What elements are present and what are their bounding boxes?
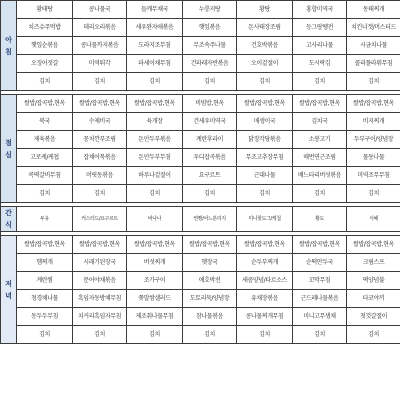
breakfast-menu-cell: 돈사태장조림	[237, 19, 293, 37]
dinner-menu-cell: 시래기된장국	[73, 254, 127, 272]
dinner-menu-cell: 조가구이	[127, 272, 183, 290]
breakfast-menu-cell: 홍합미역국	[293, 1, 347, 19]
breakfast-menu-cell: 새우완자애볶음	[127, 19, 183, 37]
lunch-row	[1, 131, 400, 149]
lunch-menu-cell: 건새우미역국	[183, 113, 237, 131]
breakfast-menu-cell: 오이겉절이	[237, 55, 293, 73]
lunch-menu-cell: 북국	[17, 113, 73, 131]
lunch-menu-cell: 김치	[183, 185, 237, 203]
dinner-menu-cell: 쌀밥/잡곡밥,현옥	[73, 236, 127, 254]
breakfast-menu-cell: 김치	[237, 73, 293, 91]
breakfast-menu-cell: 김치	[17, 73, 73, 91]
lunch-menu-cell: 닭장각당볶음	[237, 131, 293, 149]
lunch-menu-cell: 물동나물	[347, 149, 400, 167]
dinner-menu-cell: 도토리묵/양념장	[183, 290, 237, 308]
breakfast-menu-cell: 시금치나물	[347, 37, 400, 55]
lunch-menu-cell: 하루나겉절이	[127, 167, 183, 185]
lunch-menu-cell: 비빔밥,현옥	[183, 95, 237, 113]
dinner-row	[1, 308, 400, 326]
lunch-label	[1, 95, 17, 203]
dinner-menu-cell: 쌀밥/잡곡밥,현옥	[347, 236, 400, 254]
snack-menu-cell: 바나나	[127, 207, 183, 232]
lunch-menu-cell: 무조고추장무침	[237, 149, 293, 167]
dinner-menu-cell: 꼬막무침	[293, 272, 347, 290]
breakfast-menu-cell: 햇잎순볶음	[17, 37, 73, 55]
lunch-menu-cell: 쌀밥/잡곡밥,현옥	[127, 95, 183, 113]
lunch-menu-cell: 돈안두부무침	[127, 149, 183, 167]
breakfast-label-char: 침	[5, 47, 12, 56]
breakfast-row	[1, 55, 400, 73]
breakfast-menu-cell: 햇잎볶음	[183, 19, 237, 37]
dinner-menu-cell: 햄찌개	[17, 254, 73, 272]
breakfast-menu-cell: 데리오리볶음	[73, 19, 127, 37]
snack-label	[1, 207, 17, 232]
dinner-menu-cell: 문어야채볶음	[73, 272, 127, 290]
dinner-menu-cell: 쌀밥/잡곡밥,현옥	[183, 236, 237, 254]
breakfast-menu-cell: 도라지조무침	[127, 37, 183, 55]
dinner-menu-cell: 타코야끼	[347, 290, 400, 308]
breakfast-menu-cell: 누룽지탕	[183, 1, 237, 19]
dinner-menu-cell: 쌀밥/잡곡밥,현옥	[237, 236, 293, 254]
dinner-menu-cell: 김치	[127, 326, 183, 344]
breakfast-menu-cell: 콜리플라워무침	[347, 55, 400, 73]
lunch-menu-cell: 쌀밥/잡곡밥,현옥	[237, 95, 293, 113]
lunch-menu-cell: 김치	[347, 185, 400, 203]
dinner-menu-cell: 치커리흑임자무침	[73, 308, 127, 326]
breakfast-menu-cell: 도시락김	[293, 55, 347, 73]
snack-menu-cell: 커스터드/요구르트	[73, 207, 127, 232]
lunch-menu-cell: 쌀밥/잡곡밥,현옥	[347, 95, 400, 113]
lunch-menu-cell: 수제비국	[73, 113, 127, 131]
breakfast-menu-cell: 건호박볶음	[237, 37, 293, 55]
dinner-menu-cell: 근드레나물볶음	[293, 290, 347, 308]
breakfast-menu-cell: 동태찌개	[347, 1, 400, 19]
snack-row	[1, 207, 400, 232]
lunch-menu-cell: 계란후라이	[183, 131, 237, 149]
breakfast-row	[1, 73, 400, 91]
lunch-menu-cell: 콕떡갈비무침	[17, 167, 73, 185]
lunch-menu-cell: 근대나물	[237, 167, 293, 185]
dinner-menu-cell: 김치	[183, 326, 237, 344]
breakfast-label	[1, 1, 17, 91]
dinner-menu-cell: 제조취나물무침	[127, 308, 183, 326]
lunch-menu-cell: 김치	[73, 185, 127, 203]
breakfast-menu-cell: 치즈슈주먹밥	[17, 19, 73, 37]
dinner-menu-cell: 순두부찌개	[237, 254, 293, 272]
snack-label-char: 식	[5, 221, 12, 229]
dinner-row	[1, 272, 400, 290]
dinner-menu-cell: 버섯찌개	[127, 254, 183, 272]
lunch-label-char: 심	[5, 150, 12, 159]
lunch-menu-cell: 제육볶음	[17, 131, 73, 149]
dinner-menu-cell: 쌀밥/잡곡밥,현옥	[127, 236, 183, 254]
lunch-menu-cell: 두부구이/양념장	[347, 131, 400, 149]
lunch-menu-cell: 쌀밥/잡곡밥,현옥	[73, 95, 127, 113]
breakfast-menu-cell: 치킨너겟/머스터드	[347, 19, 400, 37]
dinner-menu-cell: 참나물볶음	[183, 308, 237, 326]
menu-body	[1, 1, 400, 344]
lunch-label-char: 점	[5, 138, 12, 147]
dinner-menu-cell: 콩나물찌개무침	[237, 308, 293, 326]
dinner-menu-cell: 김치	[17, 326, 73, 344]
lunch-menu-cell: 김치	[293, 185, 347, 203]
lunch-row	[1, 95, 400, 113]
dinner-menu-cell: 계란찜	[17, 272, 73, 290]
dinner-menu-cell: 첫것갈절이	[347, 308, 400, 326]
lunch-menu-cell: 우디잡곡볶음	[183, 149, 237, 167]
dinner-menu-cell: 김치	[237, 326, 293, 344]
lunch-menu-cell: 김치	[237, 185, 293, 203]
dinner-menu-cell: 떡양념불	[347, 272, 400, 290]
breakfast-menu-cell: 들깨무채국	[127, 1, 183, 19]
breakfast-label-char: 아	[5, 35, 12, 44]
breakfast-menu-cell: 무조속주나물	[183, 37, 237, 55]
dinner-row	[1, 236, 400, 254]
lunch-menu-cell: 쌀밥/잡곡밥,현옥	[293, 95, 347, 113]
lunch-menu-cell: 요구르트	[183, 167, 237, 185]
breakfast-menu-cell: 김치	[183, 73, 237, 91]
dinner-menu-cell: 미니고무생채	[293, 308, 347, 326]
lunch-row	[1, 113, 400, 131]
dinner-menu-cell: 크림스프	[347, 254, 400, 272]
breakfast-menu-cell: 등그랑땡전	[293, 19, 347, 37]
breakfast-row	[1, 1, 400, 19]
lunch-menu-cell: 고로케/케첩	[17, 149, 73, 167]
breakfast-menu-cell: 고사리나물	[293, 37, 347, 55]
breakfast-row	[1, 37, 400, 55]
snack-menu-cell: 식혜	[347, 207, 400, 232]
dinner-menu-cell: 김치	[293, 326, 347, 344]
dinner-menu-cell: 김치	[347, 326, 400, 344]
breakfast-menu-cell: 콩나물까지볶음	[73, 37, 127, 55]
snack-menu-cell: 미니핫도그/케첩	[237, 207, 293, 232]
dinner-menu-cell: 청경채나물	[17, 290, 73, 308]
lunch-menu-cell: 쌀밥/잡곡밥,현옥	[17, 95, 73, 113]
lunch-menu-cell: 비지찌개	[347, 113, 400, 131]
dinner-menu-cell: 쌀밥/잡곡밥,현옥	[293, 236, 347, 254]
dinner-menu-cell: 흑임자동방채무침	[73, 290, 127, 308]
breakfast-row	[1, 19, 400, 37]
breakfast-menu-cell: 황태탕	[17, 1, 73, 19]
lunch-menu-cell: 육개장	[127, 113, 183, 131]
dinner-menu-cell: 쌀밥/잡곡밥,현옥	[17, 236, 73, 254]
dinner-label-char: 저	[5, 279, 12, 288]
dinner-row	[1, 290, 400, 308]
lunch-row	[1, 185, 400, 203]
breakfast-menu-cell: 김치	[73, 73, 127, 91]
dinner-row	[1, 326, 400, 344]
lunch-menu-cell: 김치	[127, 185, 183, 203]
dinner-menu-cell: 애호박전	[183, 272, 237, 290]
snack-label-char: 간	[5, 209, 12, 217]
lunch-menu-cell: 소봉고기	[293, 131, 347, 149]
dinner-menu-cell: 새콤양념/타르소스	[237, 272, 293, 290]
snack-menu-cell: 황도	[293, 207, 347, 232]
lunch-menu-cell: 매번연근조림	[293, 149, 347, 167]
dinner-menu-cell: 유채장볶음	[237, 290, 293, 308]
breakfast-menu-cell: 건파래자반볶음	[183, 55, 237, 73]
snack-menu-cell: 두유	[17, 207, 73, 232]
dinner-label-char: 녁	[5, 291, 12, 300]
dinner-menu-cell: 순떡만두국	[293, 254, 347, 272]
dinner-label	[1, 236, 17, 344]
dinner-menu-cell: 동두두무침	[17, 308, 73, 326]
lunch-menu-cell: 꽁치깐푸조림	[73, 131, 127, 149]
lunch-menu-cell: 매생이국	[237, 113, 293, 131]
dinner-menu-cell: 쫒말쌈샐러드	[127, 290, 183, 308]
breakfast-menu-cell: 김치	[127, 73, 183, 91]
breakfast-menu-cell: 미역튀각	[73, 55, 127, 73]
breakfast-menu-cell: 김치	[347, 73, 400, 91]
lunch-menu-cell: 김치국	[293, 113, 347, 131]
breakfast-menu-cell: 콩나물국	[73, 1, 127, 19]
breakfast-menu-cell: 황탕	[237, 1, 293, 19]
breakfast-menu-cell: 오징어젓갈	[17, 55, 73, 73]
breakfast-menu-cell: 김치	[293, 73, 347, 91]
dinner-menu-cell: 햇장국	[183, 254, 237, 272]
lunch-menu-cell: 김치	[17, 185, 73, 203]
lunch-menu-cell: 잡채어묵볶음	[73, 149, 127, 167]
lunch-row	[1, 167, 400, 185]
snack-menu-cell: 찐빵/어느분리지	[183, 207, 237, 232]
lunch-menu-cell: 배느타리버섯볶음	[293, 167, 347, 185]
breakfast-menu-cell: 파세이채무침	[127, 55, 183, 73]
lunch-menu-cell: 미역조무무침	[347, 167, 400, 185]
lunch-row	[1, 149, 400, 167]
dinner-menu-cell: 김치	[73, 326, 127, 344]
lunch-menu-cell: 돈안두부볶음	[127, 131, 183, 149]
lunch-menu-cell: 머릿동볶음	[73, 167, 127, 185]
dinner-row	[1, 254, 400, 272]
